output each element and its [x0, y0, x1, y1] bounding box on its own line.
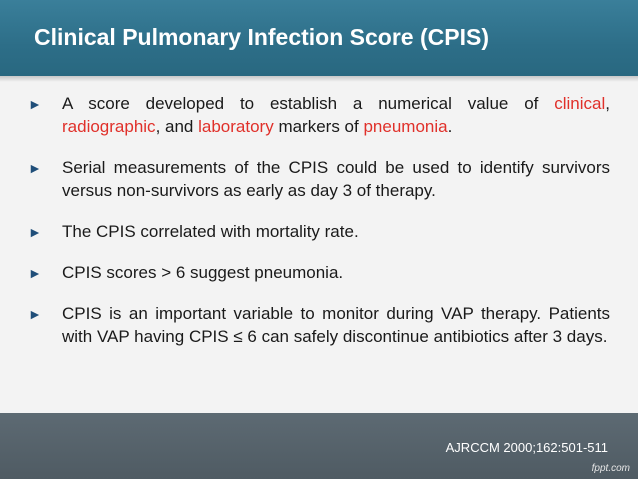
bullet-arrow-icon: ►	[28, 265, 42, 281]
reference-citation: AJRCCM 2000;162:501-511	[445, 440, 608, 455]
highlighted-term: radiographic	[62, 117, 156, 136]
bullet-text-segment: A score developed to establish a numerical value of	[62, 94, 555, 113]
footer-bar	[0, 413, 638, 479]
highlighted-term: clinical	[554, 94, 606, 113]
slide-title: Clinical Pulmonary Infection Score (CPIS)	[34, 24, 489, 50]
bullet-item	[28, 92, 610, 138]
bullet-text-segment: markers of	[273, 117, 364, 136]
bullet-text	[62, 220, 610, 243]
highlighted-term: pneumonia	[363, 117, 448, 136]
bullet-arrow-icon: ►	[28, 224, 42, 240]
bullet-item	[28, 302, 610, 348]
bullet-text-segment: CPIS is an important variable to monitor during VAP therapy. Patients with VAP having CPIS ≤ 6 can safely discontinue antibiotics after 3 days.	[62, 304, 610, 346]
watermark: fppt.com	[591, 463, 630, 474]
bullet-text-segment: The CPIS correlated with mortality rate.	[62, 222, 359, 241]
highlighted-term: laboratory	[198, 117, 274, 136]
bullet-text	[62, 92, 610, 138]
bullet-text	[62, 261, 610, 284]
bullet-text-segment: .	[447, 117, 453, 136]
bullet-arrow-icon: ►	[28, 306, 42, 322]
bullet-item	[28, 220, 610, 243]
bullet-text	[62, 302, 610, 348]
bullet-list	[28, 92, 610, 348]
bullet-text-segment: , and	[155, 117, 199, 136]
bullet-text-segment: Serial measurements of the CPIS could be used to identify survivors versus non-survivors as early as day 3 of therapy.	[62, 158, 610, 200]
title-bar	[0, 0, 638, 76]
bullet-item	[28, 261, 610, 284]
bullet-item	[28, 156, 610, 202]
bullet-arrow-icon: ►	[28, 96, 42, 112]
bullet-text	[62, 156, 610, 202]
bullet-text-segment: CPIS scores > 6 suggest pneumonia.	[62, 263, 344, 282]
bullet-arrow-icon: ►	[28, 160, 42, 176]
bullet-text-segment: ,	[605, 94, 610, 113]
title-bar-shadow	[0, 76, 638, 82]
